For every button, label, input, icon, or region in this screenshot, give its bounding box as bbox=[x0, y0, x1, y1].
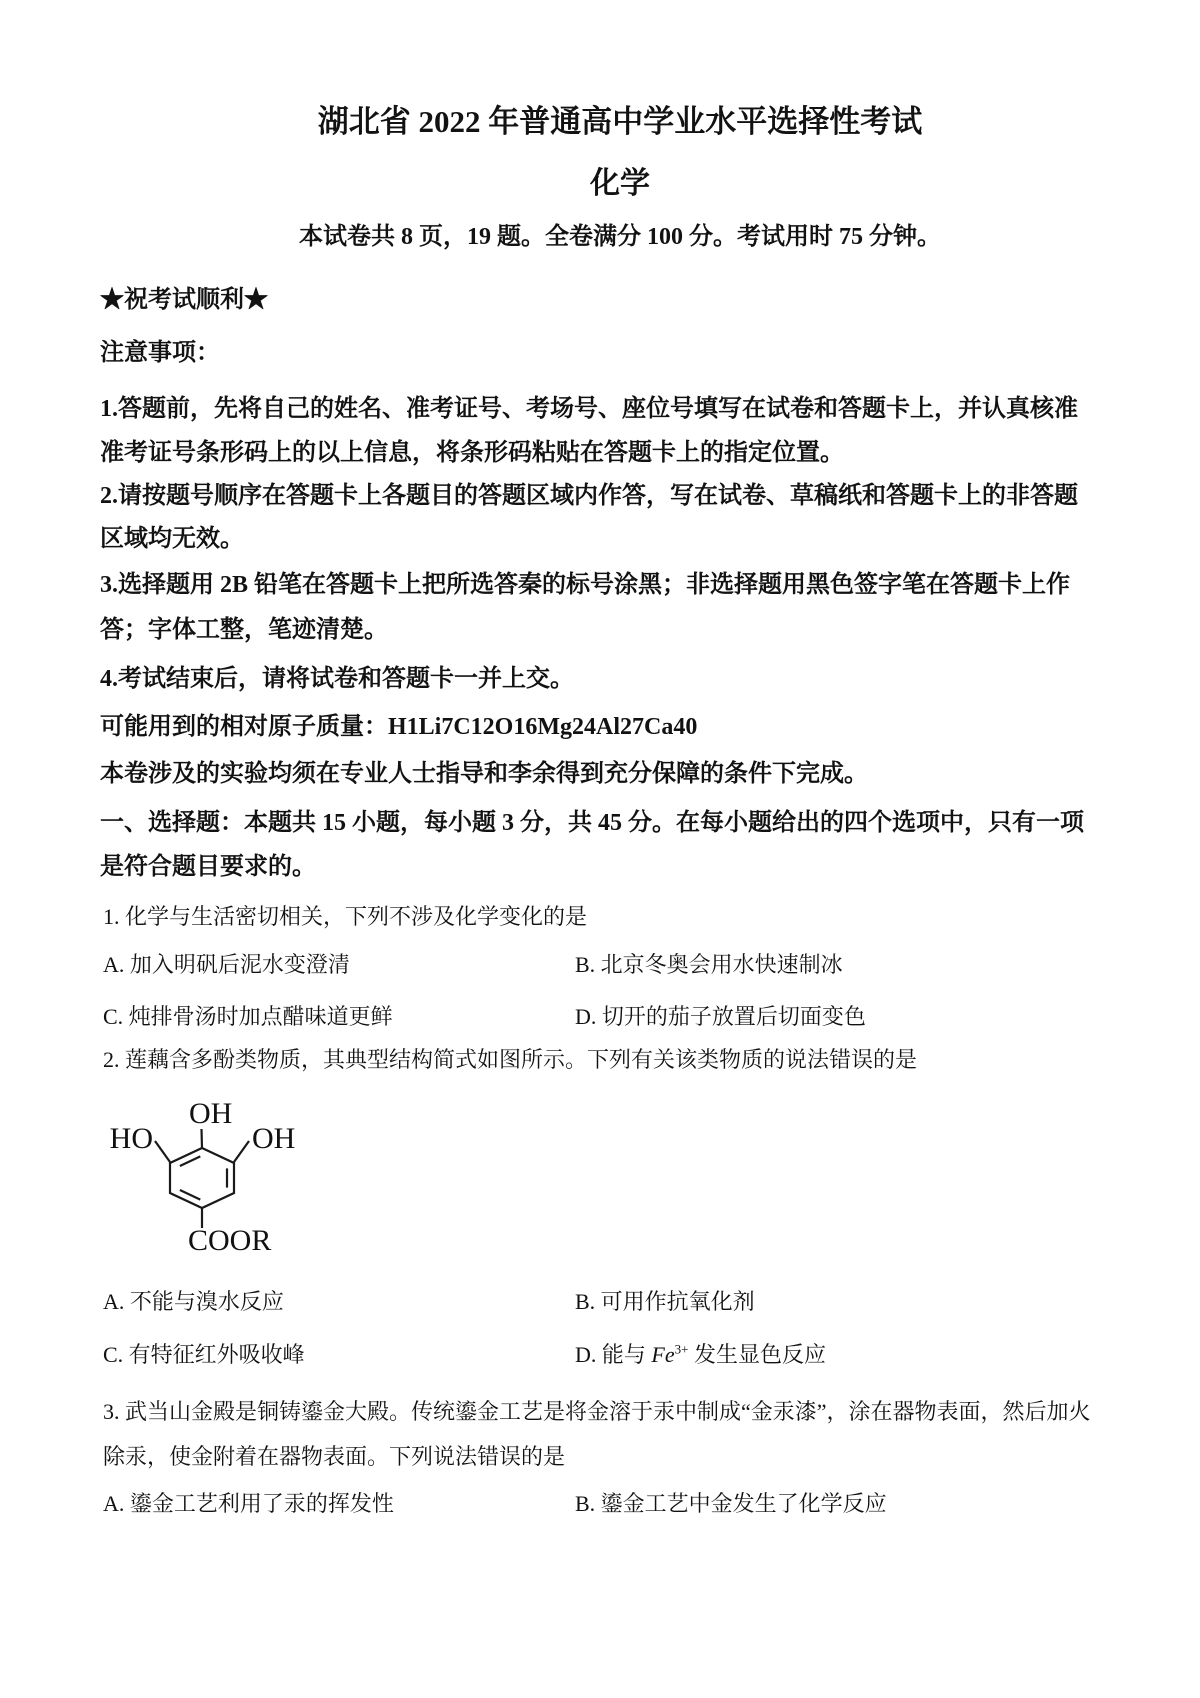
benzene-structure-diagram bbox=[100, 1095, 330, 1260]
notice-3-line-1: 3.选择题用 2B 铅笔在答题卡上把所选答秦的标号涂黑；非选择题用黑色签字笔在答题卡上作 bbox=[100, 572, 1071, 598]
exam-subject: 化学 bbox=[590, 167, 650, 200]
question-2-option-a: A. 不能与溴水反应 bbox=[103, 1289, 284, 1314]
section-header-line-1: 一、选择题：本题共 15 小题，每小题 3 分，共 45 分。在每小题给出的四个选项中，只有一项 bbox=[100, 810, 1084, 836]
bond-left-ho bbox=[155, 1141, 170, 1162]
iron-ion-symbol: Fe bbox=[651, 1342, 675, 1367]
notice-header: 注意事项： bbox=[100, 340, 220, 366]
question-3-option-a: A. 鎏金工艺利用了汞的挥发性 bbox=[103, 1491, 394, 1516]
notice-1-line-1: 1.答题前，先将自己的姓名、准考证号、考场号、座位号填写在试卷和答题卡上，并认真核准 bbox=[100, 396, 1078, 422]
benzene-ring bbox=[170, 1148, 234, 1208]
iron-ion-charge: 3+ bbox=[674, 1341, 689, 1357]
structure-label-oh-top: OH bbox=[189, 1097, 233, 1130]
question-1-option-d: D. 切开的茄子放置后切面变色 bbox=[575, 1004, 866, 1029]
notice-1-line-2: 准考证号条形码上的以上信息，将条形码粘贴在答题卡上的指定位置。 bbox=[100, 440, 844, 466]
question-3-options-row-1 bbox=[103, 1490, 1103, 1518]
question-2-options-row-1 bbox=[103, 1288, 1103, 1316]
question-3-stem-line-1: 3. 武当山金殿是铜铸鎏金大殿。传统鎏金工艺是将金溶于汞中制成“金汞漆”，涂在器物表面，然后加火 bbox=[103, 1399, 1091, 1424]
question-3-stem-line-2: 除汞，使金附着在器物表面。下列说法错误的是 bbox=[103, 1444, 566, 1469]
question-1-option-a: A. 加入明矾后泥水变澄清 bbox=[103, 952, 350, 977]
structure-label-coor: COOR bbox=[188, 1224, 272, 1257]
question-1-options-row-2 bbox=[103, 1003, 1103, 1031]
notice-3-line-2: 答；字体工整，笔迹清楚。 bbox=[100, 617, 388, 643]
option-d-suffix: 发生显色反应 bbox=[688, 1342, 826, 1367]
question-2-option-b: B. 可用作抗氧化剂 bbox=[575, 1289, 755, 1314]
notice-4: 4.考试结束后，请将试卷和答题卡一并上交。 bbox=[100, 666, 574, 692]
question-2-option-c: C. 有特征红外吸收峰 bbox=[103, 1342, 305, 1367]
question-2-stem: 2. 莲藕含多酚类物质，其典型结构简式如图所示。下列有关该类物质的说法错误的是 bbox=[103, 1047, 918, 1072]
question-2-options-row-2 bbox=[103, 1341, 1103, 1369]
notice-2-line-1: 2.请按题号顺序在答题卡上各题目的答题区域内作答，写在试卷、草稿纸和答题卡上的非答题 bbox=[100, 483, 1078, 509]
exam-title: 湖北省 2022 年普通高中学业水平选择性考试 bbox=[317, 104, 923, 139]
safety-note-line: 本卷涉及的实验均须在专业人士指导和李余得到充分保障的条件下完成。 bbox=[100, 761, 868, 787]
section-header-line-2: 是符合题目要求的。 bbox=[100, 854, 316, 880]
bond-right-oh bbox=[234, 1141, 249, 1162]
question-2-option-d bbox=[575, 1341, 826, 1369]
question-3-option-b: B. 鎏金工艺中金发生了化学反应 bbox=[575, 1491, 887, 1516]
question-1-option-c: C. 炖排骨汤时加点醋味道更鲜 bbox=[103, 1004, 393, 1029]
exam-wish: ★祝考试顺利★ bbox=[100, 287, 268, 313]
structure-label-ho-left: HO bbox=[109, 1122, 153, 1155]
atomic-masses-line: 可能用到的相对原子质量：H1Li7C12O16Mg24Al27Ca40 bbox=[100, 714, 698, 740]
question-1-option-b: B. 北京冬奥会用水快速制冰 bbox=[575, 952, 843, 977]
bond-top-oh bbox=[202, 1129, 203, 1148]
question-1-options-row-1 bbox=[103, 951, 1103, 979]
exam-info-line: 本试卷共 8 页，19 题。全卷满分 100 分。考试用时 75 分钟。 bbox=[299, 224, 941, 250]
structure-label-oh-right: OH bbox=[252, 1122, 296, 1155]
question-1-stem: 1. 化学与生活密切相关，下列不涉及化学变化的是 bbox=[103, 904, 588, 929]
notice-2-line-2: 区域均无效。 bbox=[100, 526, 244, 552]
option-d-prefix: D. 能与 bbox=[575, 1342, 652, 1367]
